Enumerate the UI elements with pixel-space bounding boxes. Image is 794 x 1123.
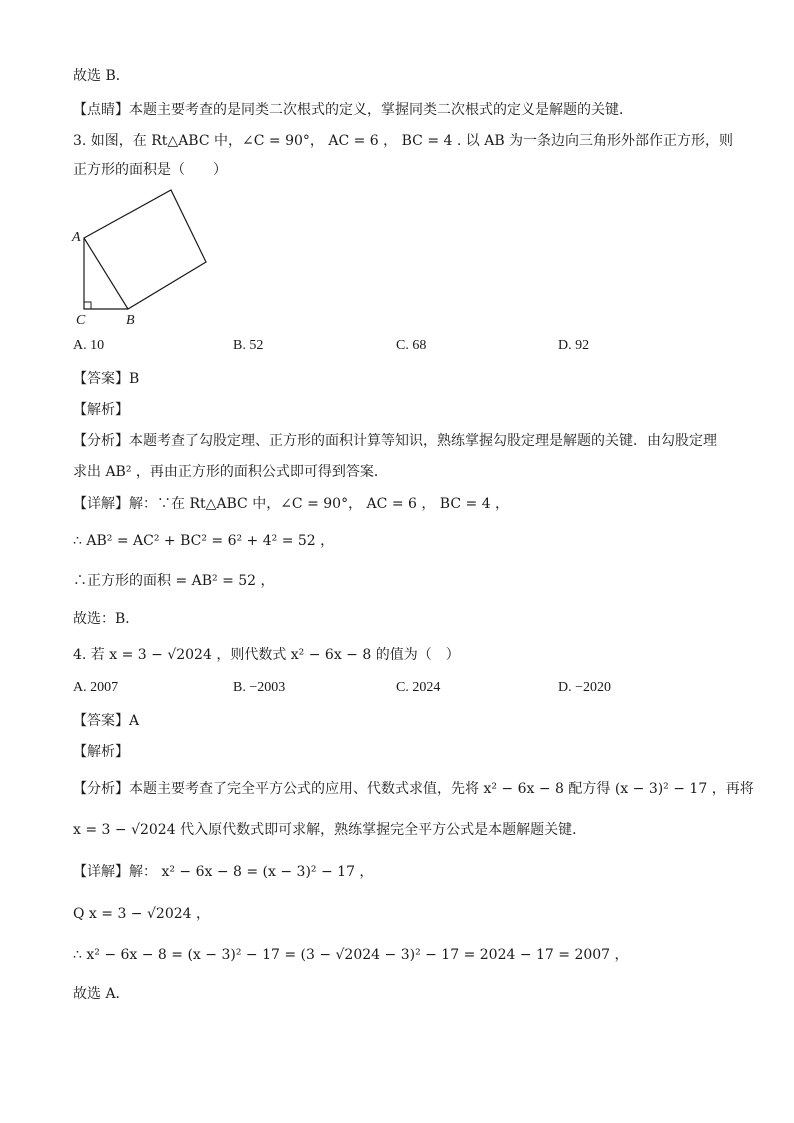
fenxi-text: 本题主要考查了完全平方公式的应用、代数式求值，先将 x² − 6x − 8 配方得 (x − 3)² − 17 ，再将 [129,781,754,797]
choice-c[interactable]: C. 2024 [396,680,441,695]
step-3-2: ∴正方形的面积 = AB² = 52 ， [73,573,275,589]
choice-d[interactable]: D. −2020 [558,680,612,695]
vertex-label-a: A [72,230,81,245]
fenxi-tag: 【分析】 [73,433,129,449]
dianjing-line [73,100,633,120]
fenxi-3-line-2: 求出 AB² ，再由正方形的面积公式即可得到答案． [73,464,388,480]
xiangjie-text: 解： x² − 6x − 8 = (x − 3)² − 17 ， [129,864,374,880]
choice-b[interactable]: B. −2003 [233,680,286,695]
jiexi-4-line: 【解析】 [73,744,129,760]
jiexi-3-line: 【解析】 [73,402,129,418]
xiangjie-4-line [73,862,373,882]
conclusion-4: 故选 A． [73,986,130,1002]
xiangjie-3-line [73,494,509,514]
step-4-2: ∴ x² − 6x − 8 = (x − 3)² − 17 = (3 − √2024 − 3)² − 17 = 2024 − 17 = 2007 ， [73,947,629,963]
answer-tag: 【答案】 [73,713,129,729]
fenxi-3-line-1 [73,431,717,451]
triangle-square-figure [70,182,220,336]
dianjing-tag: 【点睛】 [73,102,129,118]
answer-4-line [73,711,139,731]
square-on-ab [84,190,206,309]
answer-3-line [73,369,139,389]
vertex-label-c: C [76,313,86,328]
choice-a[interactable]: A. 10 [73,338,105,353]
choice-b[interactable]: B. 52 [233,338,264,353]
xiangjie-tag: 【详解】 [73,864,129,880]
conclusion-3: 故选：B． [73,611,140,627]
vertex-label-b: B [126,313,135,328]
answer-value: A [129,713,140,729]
answer-value: B [129,371,140,387]
xiangjie-tag: 【详解】 [73,496,129,512]
question-4-choices [73,680,713,700]
fenxi-text: 本题考查了勾股定理、正方形的面积计算等知识，熟练掌握勾股定理是解题的关键．由勾股定理 [129,433,717,449]
step-4-1: Q x = 3 − √2024 ， [73,906,210,922]
question-3-choices [73,338,713,358]
question-3-stem-line-1: 3. 如图，在 Rt△ABC 中，∠C = 90°， AC = 6 ， BC = 4 . 以 AB 为一条边向三角形外部作正方形，则 [73,133,734,149]
question-4-stem: 4. 若 x = 3 − √2024 ，则代数式 x² − 6x − 8 的值为（ ） [73,647,460,663]
right-angle-mark [84,302,91,309]
geometry-diagram [70,182,220,332]
fenxi-4-line-1 [73,779,754,799]
xiangjie-text: 解：∵在 Rt△ABC 中，∠C = 90°， AC = 6 ， BC = 4 ， [129,496,510,512]
answer-tag: 【答案】 [73,371,129,387]
dianjing-text: 本题主要考查的是同类二次根式的定义，掌握同类二次根式的定义是解题的关键． [129,102,633,118]
question-3-stem-line-2: 正方形的面积是（ ） [73,162,227,178]
choice-c[interactable]: C. 68 [396,338,427,353]
step-3-1: ∴ AB² = AC² + BC² = 6² + 4² = 52 ， [73,533,335,549]
fenxi-tag: 【分析】 [73,781,129,797]
choice-a[interactable]: A. 2007 [73,680,119,695]
prev-answer-line: 故选 B． [73,68,130,84]
choice-d[interactable]: D. 92 [558,338,590,353]
fenxi-4-line-2: x = 3 − √2024 代入原代数式即可求解，熟练掌握完全平方公式是本题解题关键． [73,822,587,838]
